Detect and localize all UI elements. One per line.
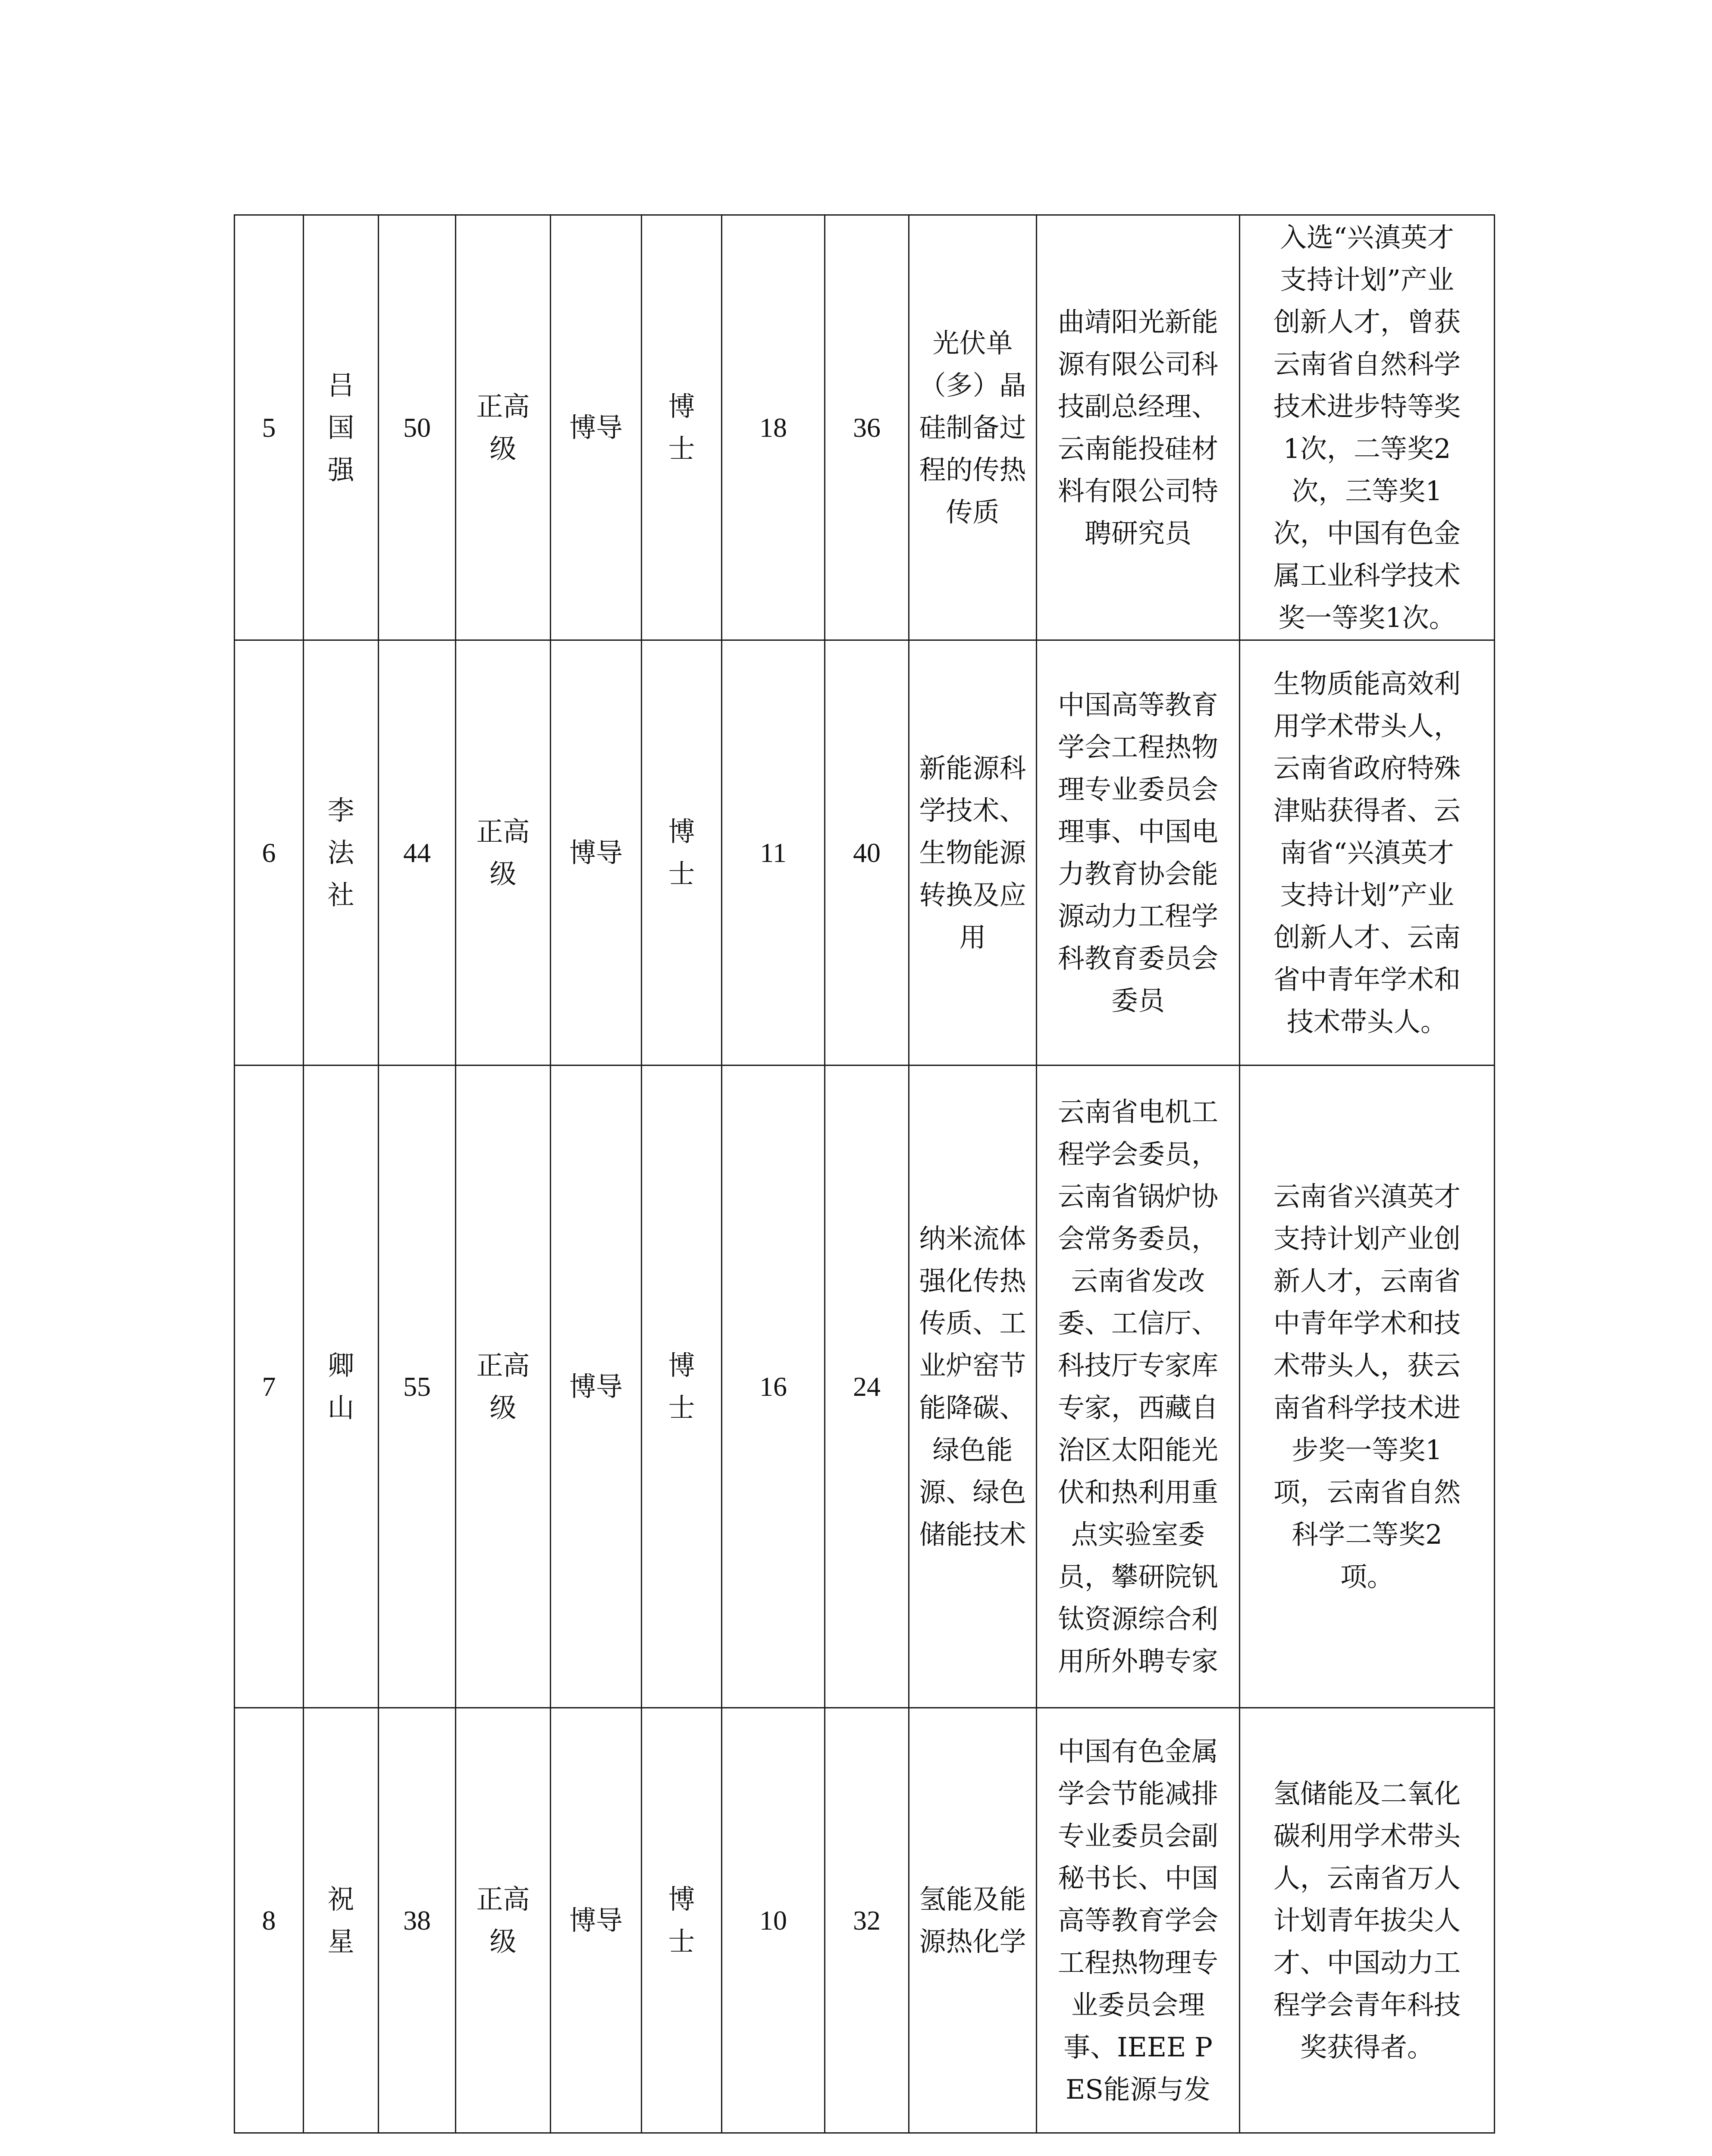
professional-title: 正高级 — [476, 1349, 530, 1423]
degree-cell — [642, 215, 722, 640]
supervisor-cell: 博导 — [551, 1708, 642, 2133]
positions-cell — [1037, 1065, 1240, 1708]
part-time-positions: 中国高等教育学会工程热物理专业委员会理事、中国电力教育协会能源动力工程学科教育委员会委员 — [1057, 689, 1218, 1016]
degree-cell — [642, 1065, 722, 1708]
age-cell: 44 — [379, 640, 456, 1065]
honors: 云南省兴滇英才支持计划产业创新人才，云南省中青年学术和技术带头人，获云南省科学技术进步奖一等奖1项，云南省自然科学二等奖2项。 — [1273, 1180, 1461, 1592]
honors: 入选“兴滇英才支持计划”产业创新人才，曾获云南省自然科学技术进步特等奖1次，二等奖2次，三等奖1次，中国有色金属工业科学技术奖一等奖1次。 — [1273, 221, 1461, 633]
person-name: 祝星 — [327, 1883, 354, 1957]
name-cell — [304, 640, 379, 1065]
person-name: 李法社 — [327, 794, 354, 911]
research-direction: 氢能及能源热化学 — [919, 1883, 1026, 1957]
title-cell — [456, 640, 551, 1065]
person-name: 卿山 — [327, 1349, 354, 1423]
row-number: 5 — [235, 215, 304, 640]
positions-cell — [1037, 1708, 1240, 2133]
degree-cell — [642, 640, 722, 1065]
supervisor-cell: 博导 — [551, 640, 642, 1065]
count-cell-1: 16 — [722, 1065, 825, 1708]
degree: 博士 — [668, 390, 695, 464]
row-number: 6 — [235, 640, 304, 1065]
faculty-table — [234, 214, 1495, 2134]
positions-cell — [1037, 640, 1240, 1065]
row-number: 8 — [235, 1708, 304, 2133]
title-cell — [456, 1708, 551, 2133]
honors-cell — [1240, 1065, 1495, 1708]
count-cell-1: 10 — [722, 1708, 825, 2133]
table-row — [235, 1065, 1495, 1708]
table-row — [235, 640, 1495, 1065]
count-cell-2: 36 — [825, 215, 909, 640]
research-direction: 纳米流体强化传热传质、工业炉窑节能降碳、绿色能源、绿色储能技术 — [919, 1222, 1026, 1550]
professional-title: 正高级 — [476, 1883, 530, 1957]
part-time-positions: 中国有色金属学会节能减排专业委员会副秘书长、中国高等教育学会工程热物理专业委员会理事、IEEE PES能源与发 — [1057, 1735, 1218, 2105]
table-row — [235, 215, 1495, 640]
research-direction: 新能源科学技术、生物能源转换及应用 — [919, 752, 1026, 953]
table-row — [235, 1708, 1495, 2133]
degree-cell — [642, 1708, 722, 2133]
title-cell — [456, 215, 551, 640]
part-time-positions: 曲靖阳光新能源有限公司科技副总经理、云南能投硅材料有限公司特聘研究员 — [1057, 306, 1218, 549]
count-cell-2: 40 — [825, 640, 909, 1065]
supervisor-cell: 博导 — [551, 215, 642, 640]
positions-cell — [1037, 215, 1240, 640]
age-cell: 55 — [379, 1065, 456, 1708]
direction-cell — [909, 1708, 1037, 2133]
direction-cell — [909, 215, 1037, 640]
professional-title: 正高级 — [476, 815, 530, 890]
honors-cell — [1240, 215, 1495, 640]
name-cell — [304, 1708, 379, 2133]
honors: 氢储能及二氧化碳利用学术带头人，云南省万人计划青年拔尖人才、中国动力工程学会青年科技奖获得者。 — [1273, 1777, 1461, 2063]
honors-cell — [1240, 640, 1495, 1065]
professional-title: 正高级 — [476, 390, 530, 464]
honors-cell — [1240, 1708, 1495, 2133]
research-direction: 光伏单（多）晶硅制备过程的传热传质 — [919, 327, 1026, 528]
name-cell — [304, 1065, 379, 1708]
name-cell — [304, 215, 379, 640]
age-cell: 50 — [379, 215, 456, 640]
count-cell-2: 32 — [825, 1708, 909, 2133]
count-cell-1: 11 — [722, 640, 825, 1065]
degree: 博士 — [668, 1349, 695, 1423]
count-cell-2: 24 — [825, 1065, 909, 1708]
part-time-positions: 云南省电机工程学会委员，云南省锅炉协会常务委员，云南省发改委、工信厅、科技厅专家库专家，西藏自治区太阳能光伏和热利用重点实验室委员，攀研院钒钛资源综合利用所外聘专家 — [1057, 1096, 1218, 1677]
direction-cell — [909, 1065, 1037, 1708]
degree: 博士 — [668, 815, 695, 890]
row-number: 7 — [235, 1065, 304, 1708]
honors: 生物质能高效利用学术带头人，云南省政府特殊津贴获得者、云南省“兴滇英才支持计划”产业创新人才、云南省中青年学术和技术带头人。 — [1273, 667, 1461, 1037]
title-cell — [456, 1065, 551, 1708]
degree: 博士 — [668, 1883, 695, 1957]
age-cell: 38 — [379, 1708, 456, 2133]
count-cell-1: 18 — [722, 215, 825, 640]
supervisor-cell: 博导 — [551, 1065, 642, 1708]
person-name: 吕国强 — [327, 369, 354, 486]
direction-cell — [909, 640, 1037, 1065]
